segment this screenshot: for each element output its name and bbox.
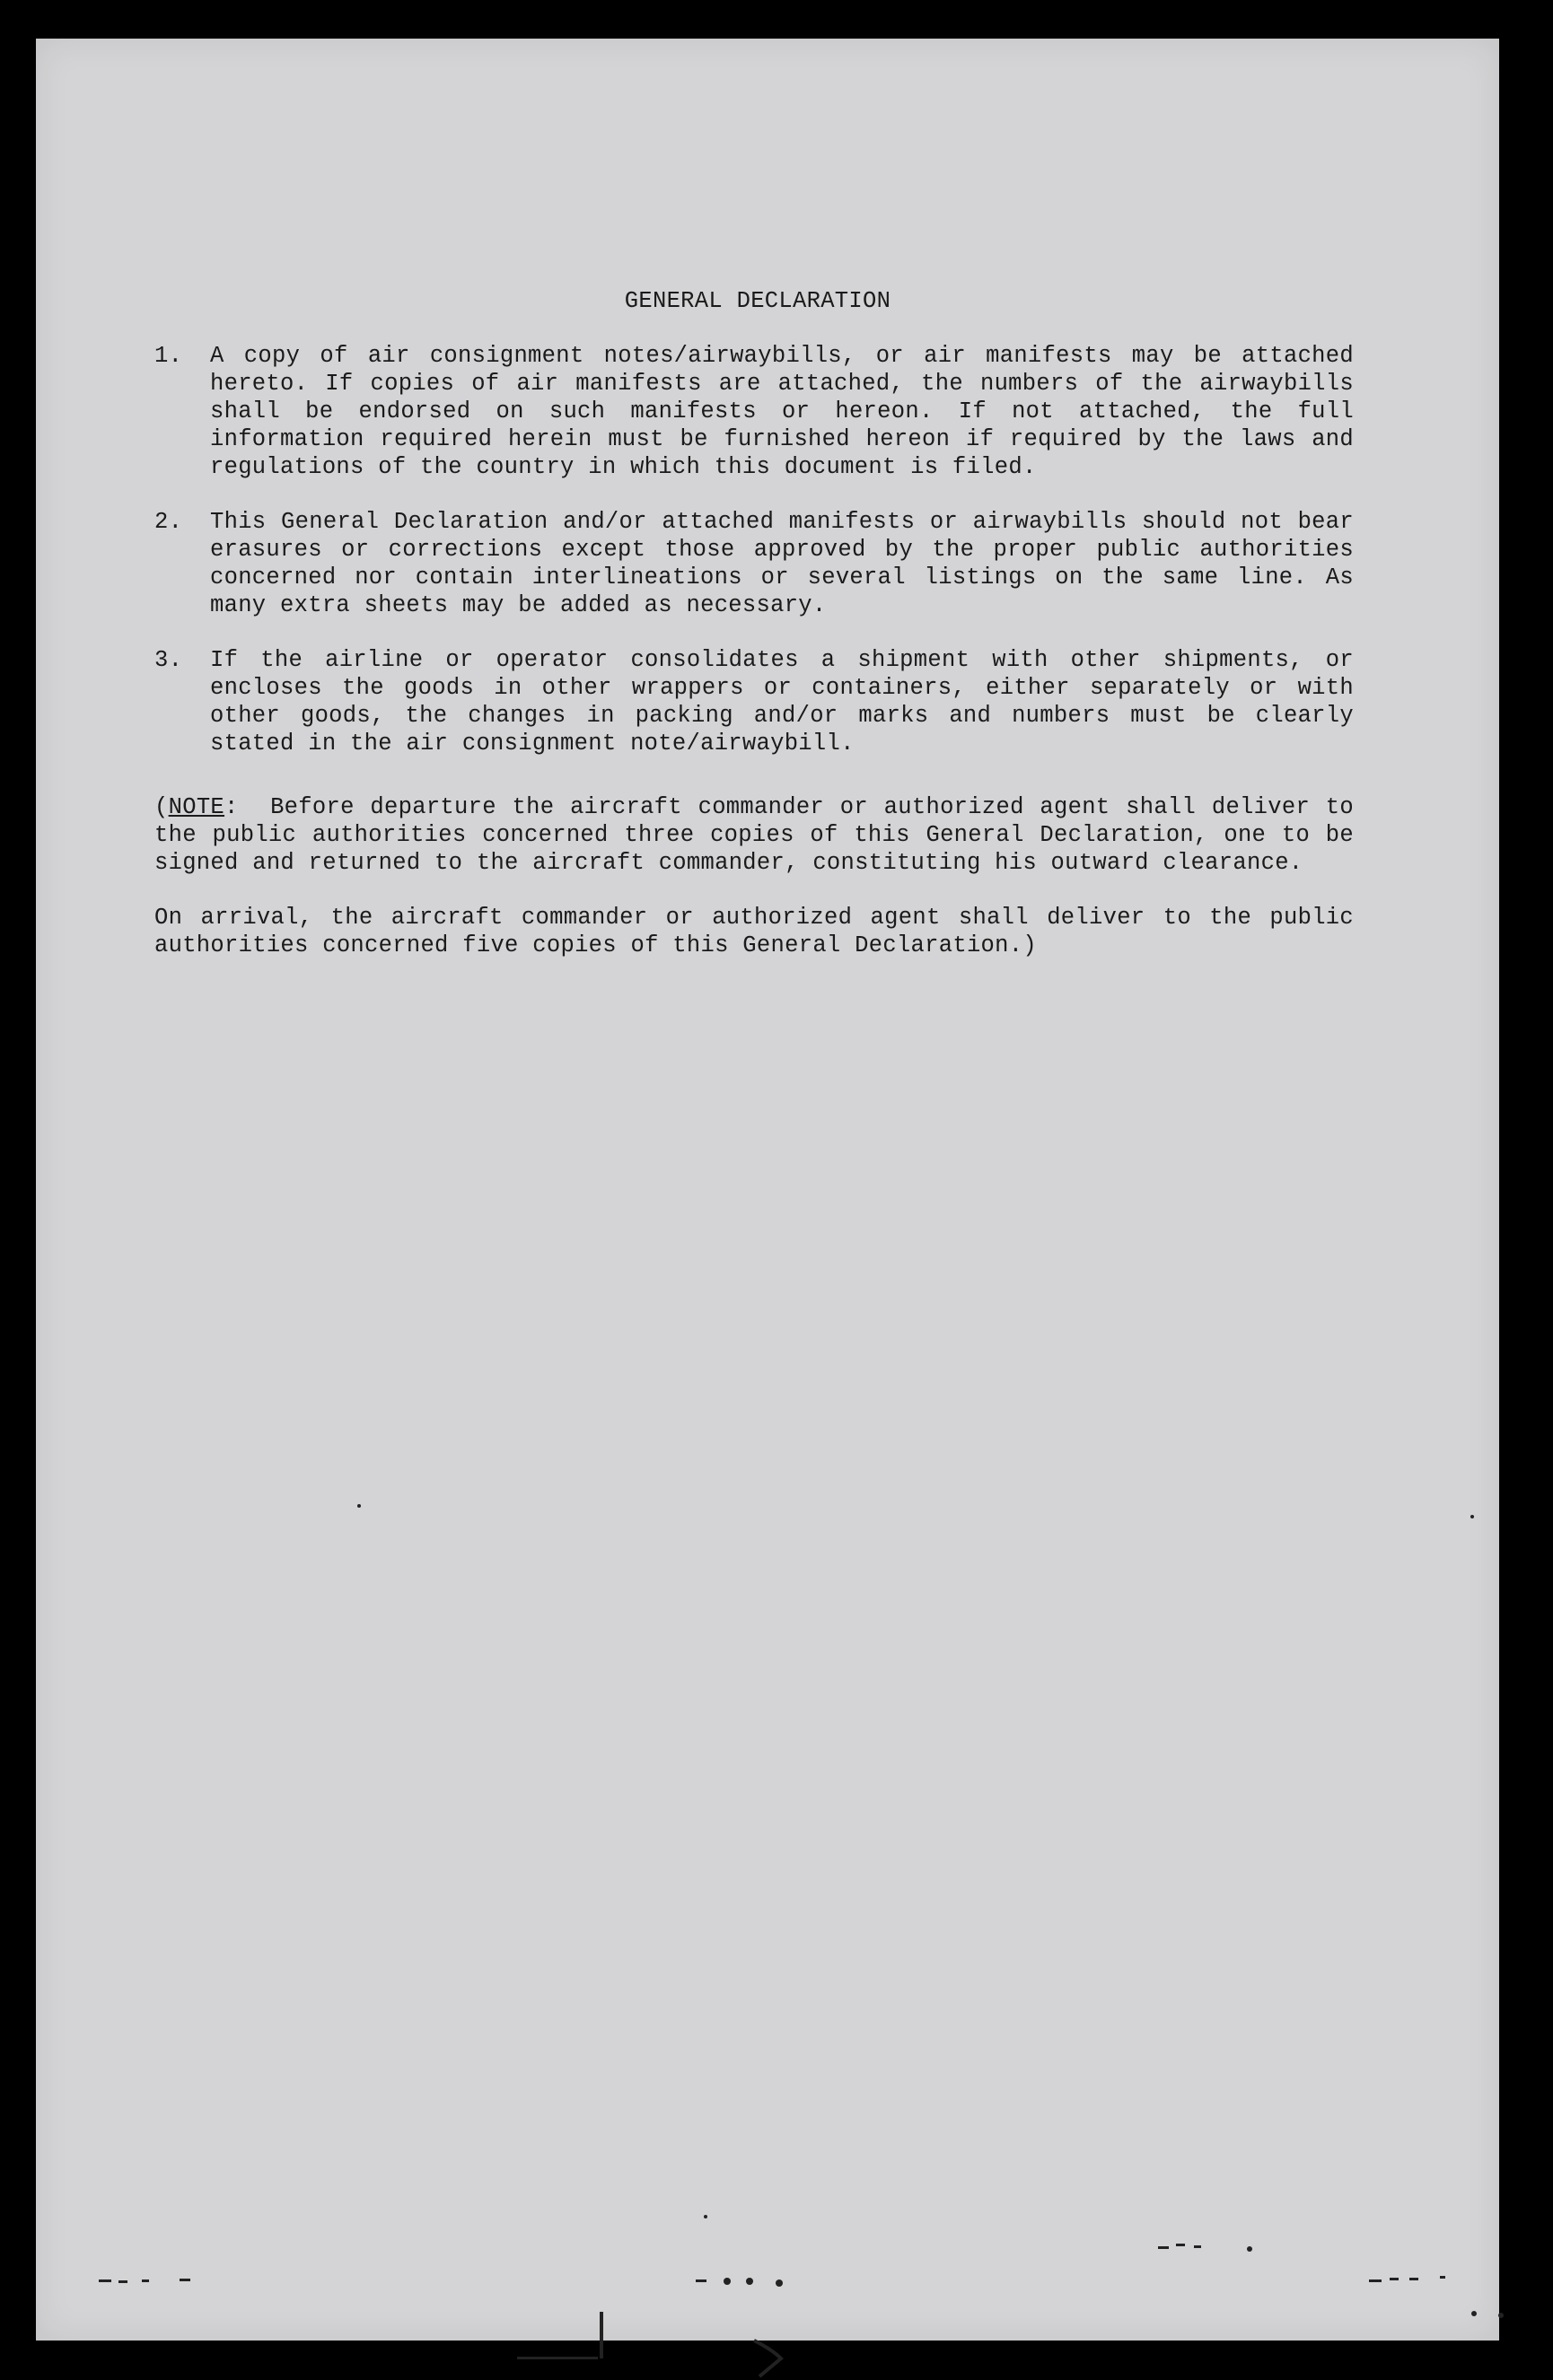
item-text: A copy of air consignment notes/airwaybills, or air manifests may be attached hereto. If copies of air manifests are attached, the numbers of the airwaybills shall be endorsed on such manifests or hereon. If not attached, the full information required herein must be furnished hereon if required by the laws and regulations of the country in which this document is filed. (210, 343, 1354, 480)
note-colon: : (224, 794, 239, 820)
item-text: This General Declaration and/or attached manifests or airwaybills should not bear erasures or corrections except those approved by the proper public authorities concerned nor contain interlineations or several listings on the same line. As many extra sheets may be added as necessary. (210, 509, 1354, 618)
note-label: NOTE (168, 794, 225, 820)
document-title: GENERAL DECLARATION (624, 288, 891, 314)
scan-speck (517, 2357, 598, 2359)
scan-speck (754, 2341, 781, 2376)
item-number: 1. (154, 343, 183, 369)
arrival-paragraph: On arrival, the aircraft commander or authorized agent shall deliver to the public authorities concerned five copies of this General Declaration.) (154, 905, 1354, 958)
note-paragraph (154, 793, 1354, 877)
note-text: Before departure the aircraft commander or authorized agent shall deliver to the public authorities concerned three copies of this General Declaration, one to be signed and returned to the aircraft commander, constituting his outward clearance. (154, 794, 1354, 876)
item-number: 2. (154, 509, 183, 535)
note-open-paren: ( (154, 794, 169, 820)
item-text: If the airline or operator consolidates a shipment with other shipments, or encloses the goods in other wrappers or containers, either separately or with other goods, the changes in packing and/or marks and numbers must be clearly stated in the air consignment note/airwaybill. (210, 647, 1354, 757)
item-number: 3. (154, 647, 183, 673)
document-body (154, 287, 1354, 959)
list-item (154, 508, 1354, 619)
list-item (154, 646, 1354, 757)
list-item (154, 342, 1354, 481)
